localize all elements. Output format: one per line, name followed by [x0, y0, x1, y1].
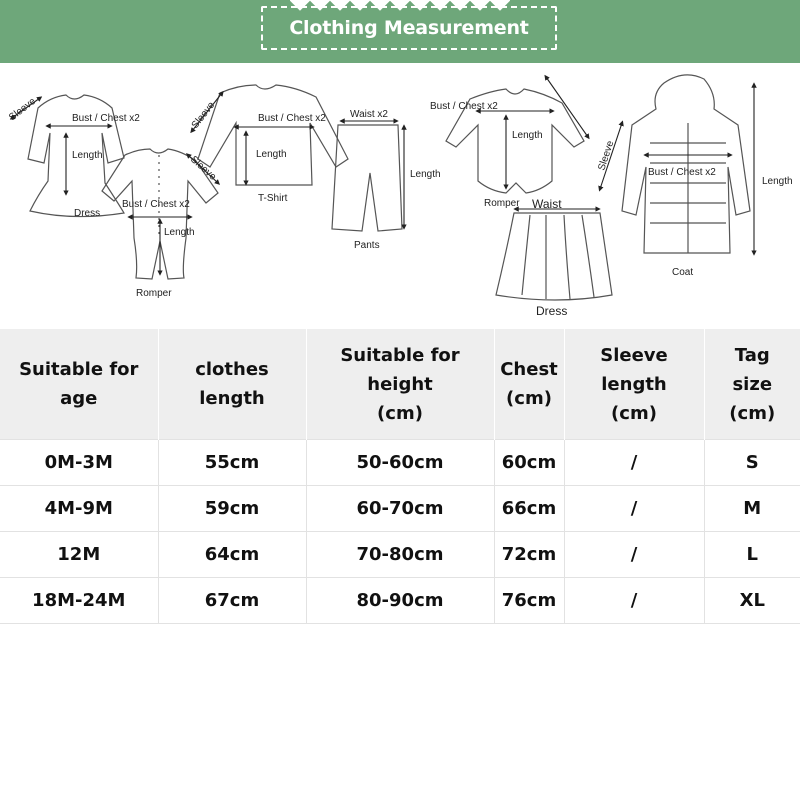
- cell-chest: 76cm: [494, 578, 564, 624]
- cell-clothes-length: 67cm: [158, 578, 306, 624]
- romper2-caption: Romper: [484, 198, 520, 209]
- cell-sleeve-length: /: [564, 532, 704, 578]
- cell-chest: 66cm: [494, 486, 564, 532]
- dress-sleeve-label: Sleeve: [7, 95, 38, 124]
- pants-illustration: [332, 125, 402, 231]
- table-row: [0, 486, 800, 532]
- romper2-length-label: Length: [512, 130, 543, 141]
- header-line: size: [732, 373, 773, 395]
- header-line: clothes: [195, 359, 269, 380]
- header-line: height: [367, 373, 433, 395]
- header-line: Chest: [500, 359, 558, 380]
- cell-age: 18M-24M: [0, 578, 158, 624]
- t-shirt-caption: T-Shirt: [258, 193, 288, 204]
- cell-tag-size: XL: [704, 578, 800, 624]
- header-banner: [0, 0, 800, 83]
- cell-sleeve-length: /: [564, 578, 704, 624]
- dress-caption: Dress: [74, 208, 101, 219]
- size-chart-table: [0, 329, 800, 624]
- measurement-diagrams: [0, 63, 800, 328]
- header-line: (cm): [611, 402, 657, 424]
- diagram-canvas: [0, 63, 800, 328]
- cell-sleeve-length: /: [564, 486, 704, 532]
- romper-bust-label: Bust / Chest x2: [122, 199, 190, 210]
- cell-height: 60-70cm: [306, 486, 494, 532]
- coat-caption: Coat: [672, 267, 694, 278]
- cell-sleeve-length: /: [564, 440, 704, 486]
- t-shirt-length-label: Length: [256, 149, 287, 160]
- coat-length-label: Length: [762, 176, 793, 187]
- dress-length-label: Length: [72, 150, 103, 161]
- cell-clothes-length: 55cm: [158, 440, 306, 486]
- romper-length-label: Length: [164, 227, 195, 238]
- header-line: Sleeve: [600, 344, 668, 366]
- cell-tag-size: L: [704, 532, 800, 578]
- header-clothes-length: [158, 329, 306, 440]
- cell-age: 12M: [0, 532, 158, 578]
- skirt-caption: Dress: [536, 304, 568, 318]
- header-line: age: [60, 388, 98, 409]
- cell-height: 70-80cm: [306, 532, 494, 578]
- table-header-row: [0, 329, 800, 440]
- header-line: Suitable for: [340, 344, 460, 366]
- cell-tag-size: S: [704, 440, 800, 486]
- table-row: [0, 440, 800, 486]
- header-line: (cm): [506, 388, 552, 409]
- cell-tag-size: M: [704, 486, 800, 532]
- romper2-bust-label: Bust / Chest x2: [430, 101, 498, 112]
- cell-chest: 72cm: [494, 532, 564, 578]
- romper-caption: Romper: [136, 288, 172, 299]
- pants-length-label: Length: [410, 169, 441, 180]
- header-line: length: [199, 388, 265, 409]
- cell-clothes-length: 59cm: [158, 486, 306, 532]
- header-line: (cm): [729, 402, 776, 424]
- cell-height: 80-90cm: [306, 578, 494, 624]
- cell-age: 0M-3M: [0, 440, 158, 486]
- cell-height: 50-60cm: [306, 440, 494, 486]
- header-sleeve-length: [564, 329, 704, 440]
- header-line: (cm): [377, 402, 423, 424]
- cell-clothes-length: 64cm: [158, 532, 306, 578]
- coat-illustration: [622, 75, 750, 253]
- header-age: [0, 329, 158, 440]
- t-shirt-illustration: [198, 85, 348, 185]
- pants-waist-label: Waist x2: [350, 109, 388, 120]
- cell-age: 4M-9M: [0, 486, 158, 532]
- header-line: Tag: [734, 344, 770, 366]
- coat-bust-label: Bust / Chest x2: [648, 167, 716, 178]
- romper-sleeve-label: Sleeve: [187, 154, 219, 183]
- header-chest: [494, 329, 564, 440]
- header-line: Suitable for: [19, 359, 139, 380]
- cell-chest: 60cm: [494, 440, 564, 486]
- skirt-illustration: [496, 213, 612, 300]
- table-row: [0, 578, 800, 624]
- page-title: Clothing Measurement schemes: [289, 17, 529, 83]
- table-row: [0, 532, 800, 578]
- header-line: length: [601, 373, 667, 395]
- skirt-waist-label: Waist: [532, 197, 562, 211]
- pants-caption: Pants: [354, 240, 380, 251]
- t-shirt-bust-label: Bust / Chest x2: [258, 113, 326, 124]
- header-tag-size: [704, 329, 800, 440]
- header-height: [306, 329, 494, 440]
- t-shirt-sleeve-label: Sleeve: [189, 99, 218, 131]
- dress-bust-label: Bust / Chest x2: [72, 113, 140, 124]
- coat-sleeve-label: Sleeve: [596, 139, 617, 172]
